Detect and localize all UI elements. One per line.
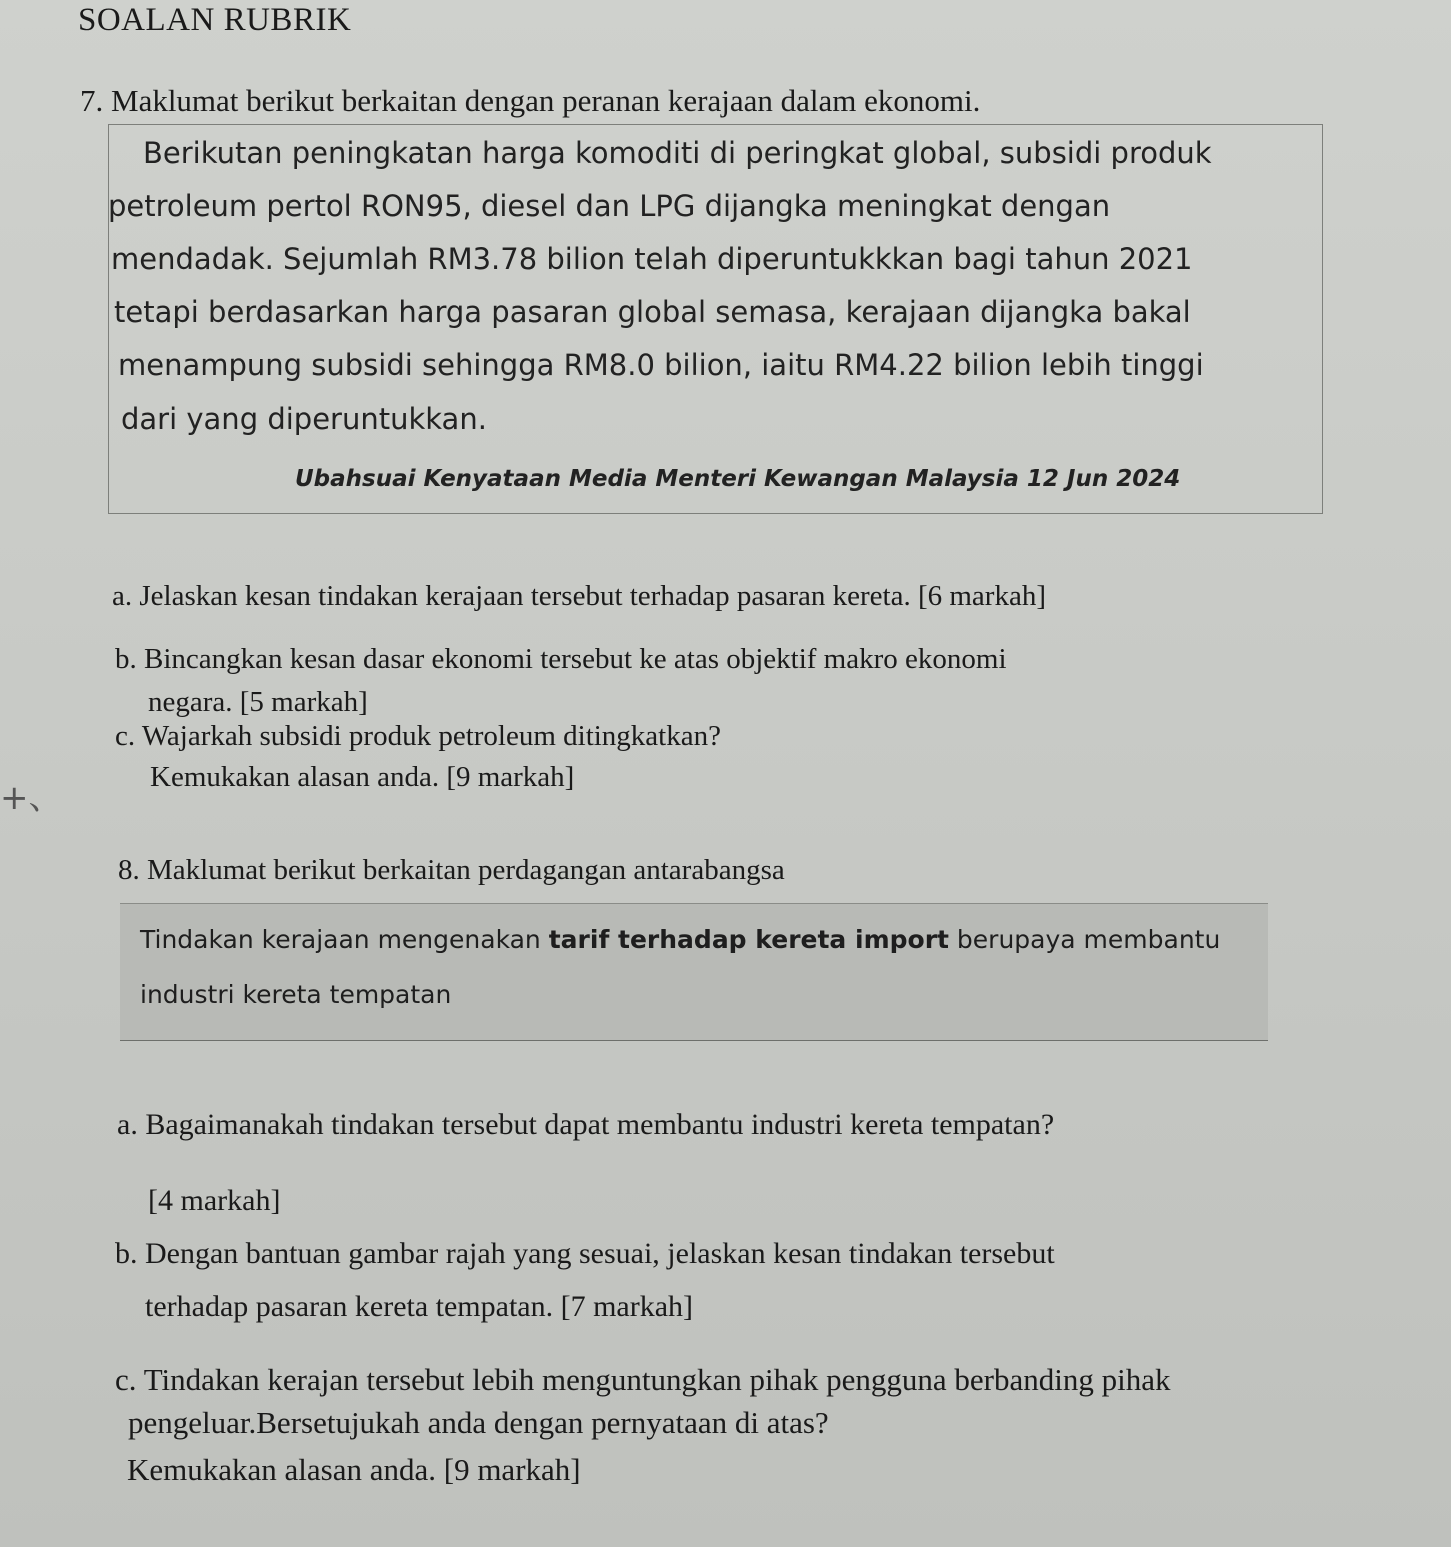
question-7b-line1: b. Bincangkan kesan dasar ekonomi tersebut ke atas objektif makro ekonomi bbox=[115, 643, 1007, 675]
question-7-title: 7. Maklumat berikut berkaitan dengan peranan kerajaan dalam ekonomi. bbox=[80, 83, 981, 118]
info-box-line: Berikutan peningkatan harga komoditi di peringkat global, subsidi produk bbox=[143, 136, 1212, 170]
question-8c-line1: c. Tindakan kerajan tersebut lebih menguntungkan pihak pengguna berbanding pihak bbox=[115, 1362, 1171, 1397]
question-7b-line2: negara. [5 markah] bbox=[148, 686, 368, 718]
info-box-bold-text: tarif terhadap kereta import bbox=[548, 925, 949, 954]
question-7c-line2: Kemukakan alasan anda. [9 markah] bbox=[150, 761, 575, 793]
info-box-line: menampung subsidi sehingga RM8.0 bilion, iaitu RM4.22 bilion lebih tinggi bbox=[118, 348, 1204, 382]
info-box-line: dari yang diperuntukkan. bbox=[121, 402, 487, 436]
info-box-line bbox=[140, 925, 1220, 954]
info-box-line: tetapi berdasarkan harga pasaran global semasa, kerajaan dijangka bakal bbox=[114, 295, 1191, 329]
question-8a-line1: a. Bagaimanakah tindakan tersebut dapat membantu industri kereta tempatan? bbox=[117, 1108, 1055, 1141]
info-box-line: industri kereta tempatan bbox=[140, 980, 452, 1009]
question-8c-line2: pengeluar.Bersetujukah anda dengan pernyataan di atas? bbox=[128, 1405, 829, 1440]
question-8c-line3: Kemukakan alasan anda. [9 markah] bbox=[127, 1452, 581, 1487]
question-7c-line1: c. Wajarkah subsidi produk petroleum ditingkatkan? bbox=[115, 720, 721, 752]
info-box-text: berupaya membantu bbox=[948, 925, 1221, 954]
info-box-text: Tindakan kerajaan mengenakan bbox=[140, 925, 549, 954]
info-box-source: Ubahsuai Kenyataan Media Menteri Kewangan Malaysia 12 Jun 2024 bbox=[295, 466, 1181, 492]
question-7a: a. Jelaskan kesan tindakan kerajaan tersebut terhadap pasaran kereta. [6 markah] bbox=[112, 580, 1046, 612]
question-8b-line2: terhadap pasaran kereta tempatan. [7 markah] bbox=[145, 1290, 694, 1323]
info-box-line: mendadak. Sejumlah RM3.78 bilion telah diperuntukkkan bagi tahun 2021 bbox=[111, 242, 1193, 276]
page-header-title: SOALAN RUBRIK bbox=[78, 2, 352, 38]
question-8a-line2: [4 markah] bbox=[148, 1184, 281, 1217]
info-box-line: petroleum pertol RON95, diesel dan LPG dijangka meningkat dengan bbox=[108, 189, 1111, 223]
question-8b-line1: b. Dengan bantuan gambar rajah yang sesuai, jelaskan kesan tindakan tersebut bbox=[115, 1237, 1055, 1270]
question-8-title: 8. Maklumat berikut berkaitan perdagangan antarabangsa bbox=[118, 854, 785, 886]
handwritten-margin-mark: +、 bbox=[0, 778, 63, 818]
question-8-info-box bbox=[120, 903, 1268, 1041]
